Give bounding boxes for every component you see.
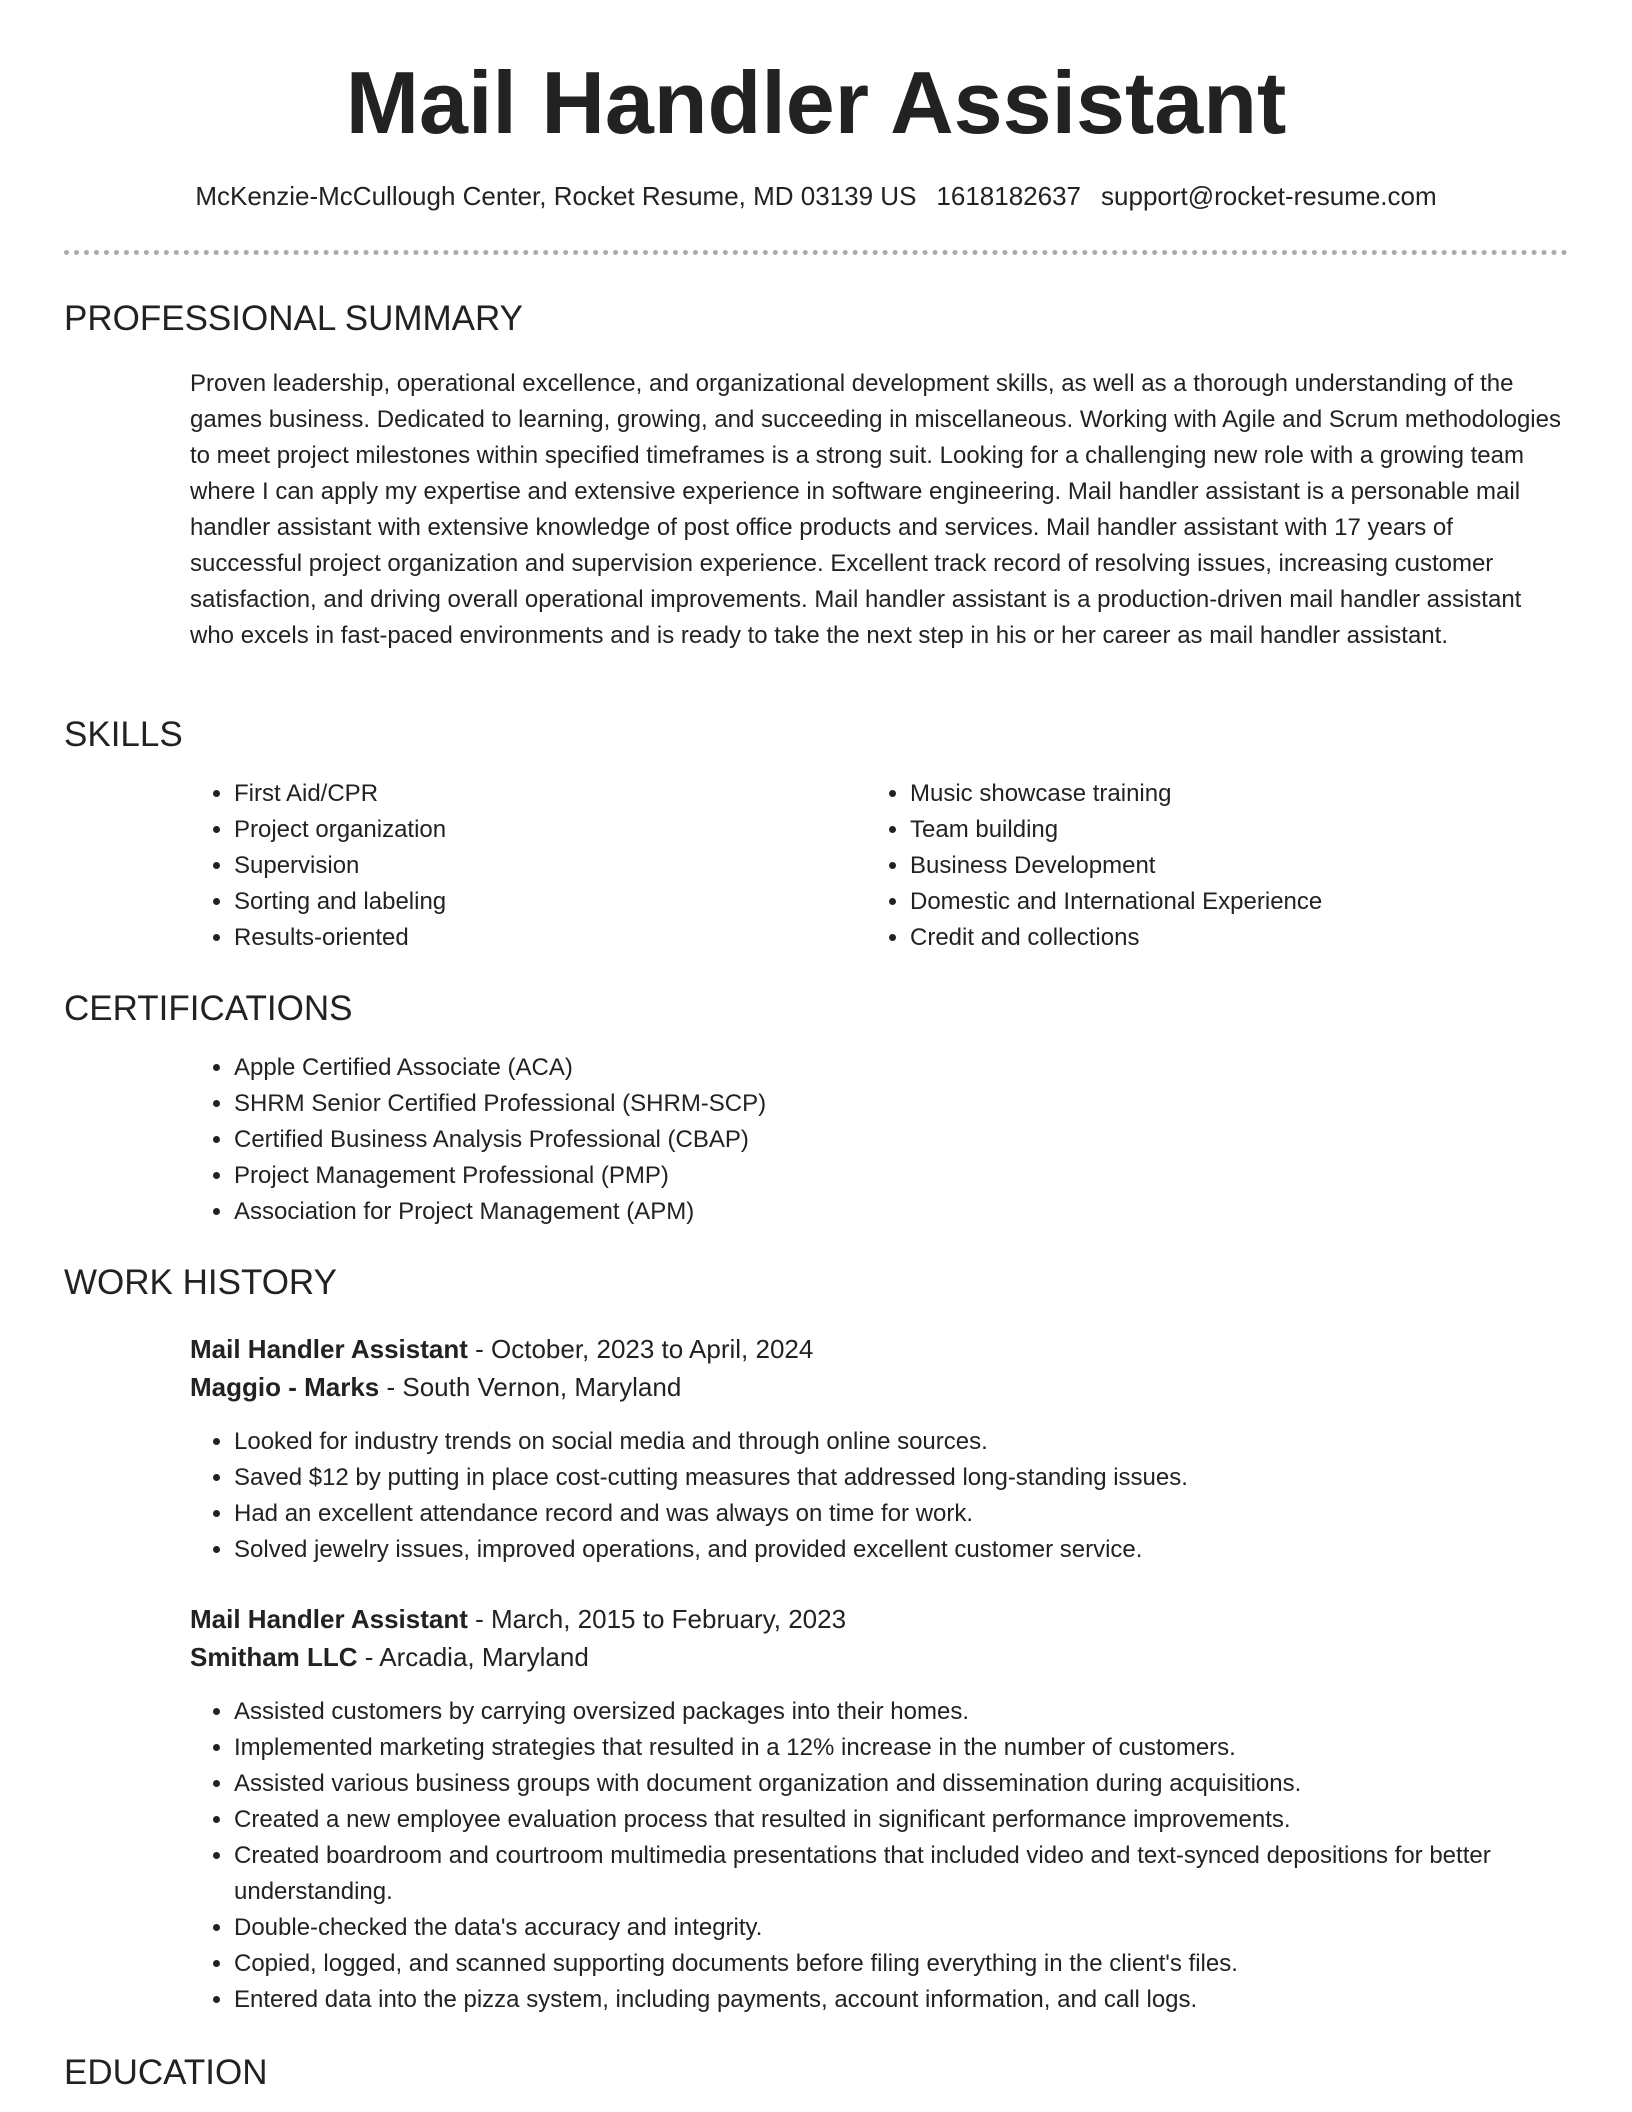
job-company-line [190, 1638, 589, 1676]
certification-item: • SHRM Senior Certified Professional (SHRM-SCP) [234, 1086, 1614, 1122]
skills-heading: SKILLS [64, 715, 183, 754]
job-bullet: • Created boardroom and courtroom multimedia presentations that included video and text-synced depositions for better understanding. [234, 1838, 1614, 1910]
certifications-list [190, 1050, 1614, 1230]
job-title-line [190, 1600, 846, 1638]
certification-item: • Association for Project Management (APM) [234, 1194, 1614, 1230]
skills-list-right [866, 776, 1610, 956]
skills-list-left [190, 776, 854, 956]
skill-item: • Credit and collections [910, 920, 1610, 956]
contact-phone: 1618182637 [936, 181, 1082, 211]
job-bullet: • Copied, logged, and scanned supporting documents before filing everything in the client's files. [234, 1946, 1614, 1982]
job-bullet: • Looked for industry trends on social media and through online sources. [234, 1424, 1614, 1460]
job-bullet: • Created a new employee evaluation process that resulted in significant performance improvements. [234, 1802, 1614, 1838]
certifications-heading: CERTIFICATIONS [64, 989, 353, 1028]
job-company: Smitham LLC [190, 1642, 358, 1672]
certification-item: • Certified Business Analysis Professional (CBAP) [234, 1122, 1614, 1158]
job-bullet: • Saved $12 by putting in place cost-cutting measures that addressed long-standing issues. [234, 1460, 1614, 1496]
summary-heading: PROFESSIONAL SUMMARY [64, 299, 523, 338]
job-company-line [190, 1368, 681, 1406]
resume-name: Mail Handler Assistant [345, 53, 1287, 152]
job-title-line [190, 1330, 813, 1368]
skill-item: • Domestic and International Experience [910, 884, 1610, 920]
contact-address: McKenzie-McCullough Center, Rocket Resume, MD 03139 US [195, 181, 917, 211]
job-location: - South Vernon, Maryland [379, 1372, 682, 1402]
skill-item: • Team building [910, 812, 1610, 848]
job-bullet: • Entered data into the pizza system, including payments, account information, and call logs. [234, 1982, 1614, 2018]
job-dates: - March, 2015 to February, 2023 [467, 1604, 847, 1634]
job-bullet: • Assisted customers by carrying oversized packages into their homes. [234, 1694, 1614, 1730]
summary-text: Proven leadership, operational excellence, and organizational development skills, as well as a thorough understanding of the games business. Dedicated to learning, growing, and succeeding in miscellaneous. Working with Agile and Scrum methodologies to meet project milestones within specified timeframes is a strong suit. Looking for a challenging new role with a growing team where I can apply my expertise and extensive experience in software engineering. Mail handler assistant is a personable mail handler assistant with extensive knowledge of post office products and services. Mail handler assistant with 17 years of successful project organization and supervision experience. Excellent track record of resolving issues, increasing customer satisfaction, and driving overall operational improvements. Mail handler assistant is a production-driven mail handler assistant who excels in fast-paced environments and is ready to take the next step in his or her career as mail handler assistant. [190, 370, 1561, 649]
job-bullet: • Solved jewelry issues, improved operations, and provided excellent customer service. [234, 1532, 1614, 1568]
job-position: Mail Handler Assistant [190, 1334, 468, 1364]
contact-line [0, 176, 1632, 216]
skill-item: • Music showcase training [910, 776, 1610, 812]
skill-item: • Business Development [910, 848, 1610, 884]
job-position: Mail Handler Assistant [190, 1604, 468, 1634]
job-dates: - October, 2023 to April, 2024 [467, 1334, 814, 1364]
certification-item: • Project Management Professional (PMP) [234, 1158, 1614, 1194]
skill-item: • Project organization [234, 812, 854, 848]
job-bullet: • Double-checked the data's accuracy and integrity. [234, 1910, 1614, 1946]
job-location: - Arcadia, Maryland [357, 1642, 589, 1672]
job-bullets [190, 1694, 1614, 2018]
skill-item: • Supervision [234, 848, 854, 884]
job-bullet: • Implemented marketing strategies that resulted in a 12% increase in the number of customers. [234, 1730, 1614, 1766]
job-bullet: • Had an excellent attendance record and was always on time for work. [234, 1496, 1614, 1532]
header-divider [64, 250, 1568, 255]
skill-item: • Results-oriented [234, 920, 854, 956]
job-bullet: • Assisted various business groups with document organization and dissemination during acquisitions. [234, 1766, 1614, 1802]
education-heading: EDUCATION [64, 2053, 268, 2092]
contact-email: support@rocket-resume.com [1101, 181, 1437, 211]
job-bullets [190, 1424, 1614, 1568]
certification-item: • Apple Certified Associate (ACA) [234, 1050, 1614, 1086]
job-company: Maggio - Marks [190, 1372, 380, 1402]
work-history-heading: WORK HISTORY [64, 1263, 337, 1302]
skill-item: • First Aid/CPR [234, 776, 854, 812]
skill-item: • Sorting and labeling [234, 884, 854, 920]
